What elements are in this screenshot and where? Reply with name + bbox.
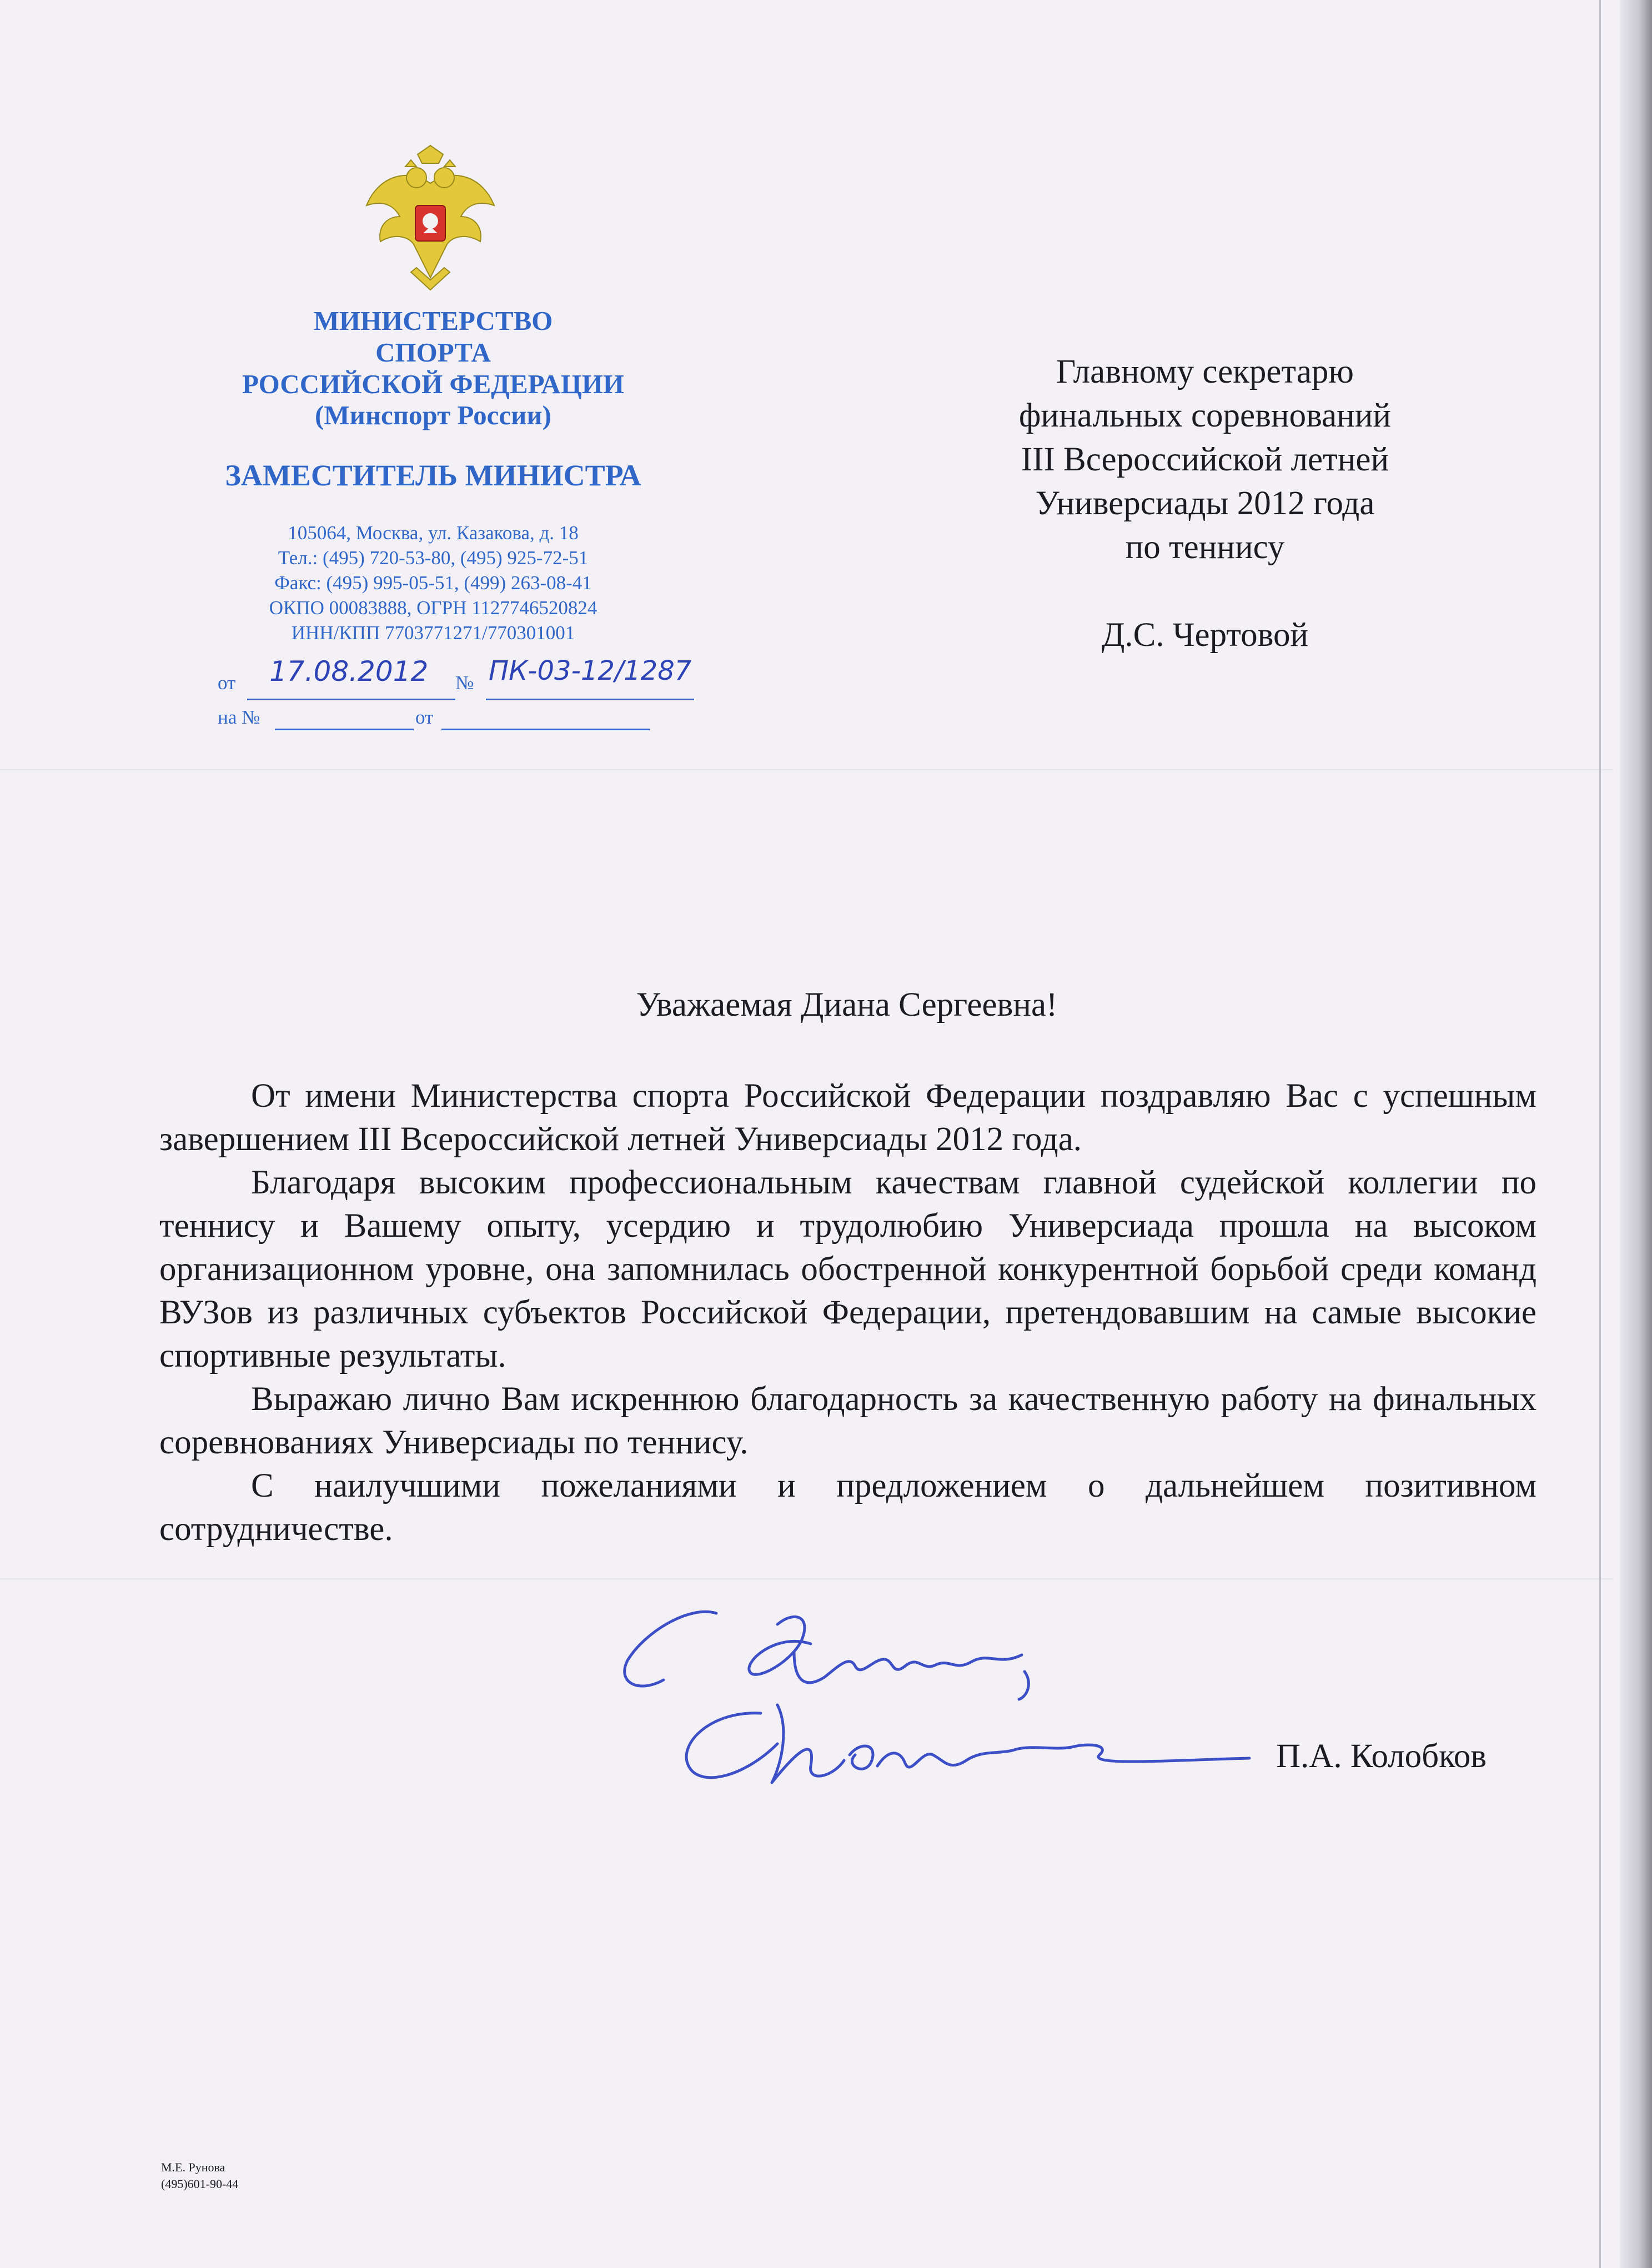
body-paragraph: С наилучшими пожеланиями и предложением о дальнейшем позитивном сотрудничестве.: [159, 1467, 1536, 1548]
addressee-line: по теннису: [1125, 529, 1285, 566]
reply-date-line: [441, 729, 650, 730]
reply-from-label: от: [415, 706, 434, 728]
org-name-line3: РОССИЙСКОЙ ФЕДЕРАЦИИ: [242, 369, 625, 399]
body-paragraph: Выражаю лично Вам искреннюю благодарность за качественную работу на финальных соревнованиях Универсиады по теннису.: [159, 1381, 1536, 1461]
addressee-block: [955, 350, 1455, 657]
scan-shadow: [1620, 0, 1652, 2268]
addressee-line: Универсиады 2012 года: [1035, 485, 1375, 522]
paper-fold: [0, 1578, 1613, 1580]
org-phone: Тел.: (495) 720-53-80, (495) 925-72-51: [278, 547, 589, 569]
paper-fold: [0, 769, 1613, 771]
salutation: Уважаемая Диана Сергеевна!: [636, 986, 1058, 1023]
ref-from-label: от: [218, 672, 236, 694]
ref-date: 17.08.2012: [269, 655, 429, 688]
org-okpo: ОКПО 00083888, ОГРН 1127746520824: [269, 597, 597, 619]
org-name-line2: СПОРТА: [375, 337, 491, 368]
body-paragraph: От имени Министерства спорта Российской Федерации поздравляю Вас с успешным завершением III Всероссийской летней Универсиады 2012 года.: [159, 1077, 1536, 1158]
reply-number-label: на №: [218, 706, 260, 728]
org-fax: Факс: (495) 995-05-51, (499) 263-08-41: [274, 572, 592, 594]
ref-number-line: [486, 699, 694, 700]
scan-edge: [1599, 0, 1601, 2268]
ref-number: ПК-03-12/1287: [489, 655, 692, 686]
executor-phone: (495)601-90-44: [161, 2177, 239, 2191]
executor-info: [161, 2159, 238, 2192]
coat-of-arms-icon: [355, 144, 505, 294]
body-paragraph: Благодаря высоким профессиональным качествам главной судейской коллегии по теннису и Вашему опыту, усердию и трудолюбию Универсиада прошла на высоком организационном уровне, она запомнилась обостренной конкурентной борьбой среди команд ВУЗов из различных субъектов Российской Федерации, претендовавшим на самые высокие спортивные результаты.: [159, 1164, 1536, 1374]
executor-name: М.Е. Рунова: [161, 2160, 225, 2174]
org-name-line1: МИНИСТЕРСТВО: [313, 305, 553, 336]
letter-body: [159, 1075, 1536, 1551]
handwritten-signature: [611, 1599, 1277, 1833]
ref-date-line: [247, 699, 455, 700]
reply-number-line: [275, 729, 414, 730]
addressee-name: Д.С. Чертовой: [1101, 616, 1309, 654]
addressee-line: Главному секретарю: [1056, 353, 1354, 390]
org-address: 105064, Москва, ул. Казакова, д. 18: [288, 522, 579, 544]
ref-number-label: №: [455, 672, 474, 694]
position-title: ЗАМЕСТИТЕЛЬ МИНИСТРА: [225, 459, 641, 492]
signer-name: П.А. Колобков: [1276, 1738, 1487, 1775]
org-short-name: (Минспорт России): [315, 400, 551, 430]
addressee-line: III Всероссийской летней: [1021, 441, 1389, 478]
addressee-line: финальных соревнований: [1018, 397, 1392, 434]
org-inn: ИНН/КПП 7703771271/770301001: [291, 622, 575, 644]
